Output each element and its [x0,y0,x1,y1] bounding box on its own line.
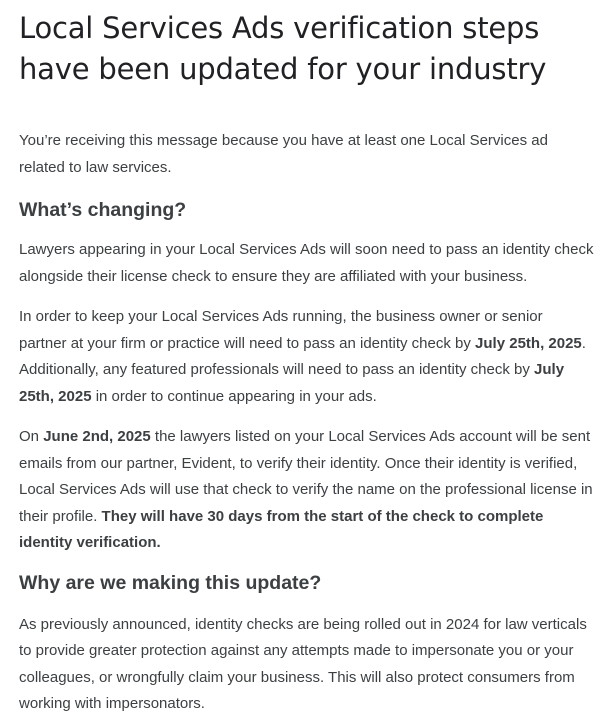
paragraph-lawyers-identity-check: Lawyers appearing in your Local Services Ads will soon need to pass an identity check alongside their license check to ensure they are affiliated with your business. [19,241,594,285]
email-start-date: June 2nd, 2025 [43,428,151,445]
paragraph-text: in order to continue appearing in your ads. [91,387,377,405]
paragraph-deadline [19,304,594,410]
section-heading-why-update: Why are we making this update? [19,571,322,594]
section-heading-whats-changing: What’s changing? [19,199,187,221]
paragraph-evident-emails [19,424,594,557]
intro-paragraph: You’re receiving this message because you have at least one Local Services ad related to law services. [19,132,548,176]
paragraph-announcement: As previously announced, identity checks are being rolled out in 2024 for law verticals to provide greater protection against any attempts made to impersonate you or your colleagues, or wrongfully claim your business. This will also protect consumers from working with impersonators. [19,615,587,712]
paragraph-text: In order to keep your Local Services Ads running, the business owner or senior partner at your firm or practice will need to pass an identity check by [19,308,543,352]
paragraph-text: On [19,428,44,445]
article [19,0,594,718]
verification-window-note: They will have 30 days from the start of the check to complete identity verification. [19,507,544,551]
page-title: Local Services Ads verification steps have been updated for your industry [19,11,547,86]
deadline-date-owner: July 25th, 2025 [475,334,582,352]
deadline-date-professionals: July 25th, 2025 [19,361,565,405]
paragraph-text: the lawyers listed on your Local Services Ads account will be sent emails from our partner, Evident, to verify their identity. Once their identity is verified, Local Services Ads will use that check to verify the name on the professional license in their profile. [19,428,593,525]
paragraph-text: . Additionally, any featured professionals will need to pass an identity check by [19,334,586,378]
